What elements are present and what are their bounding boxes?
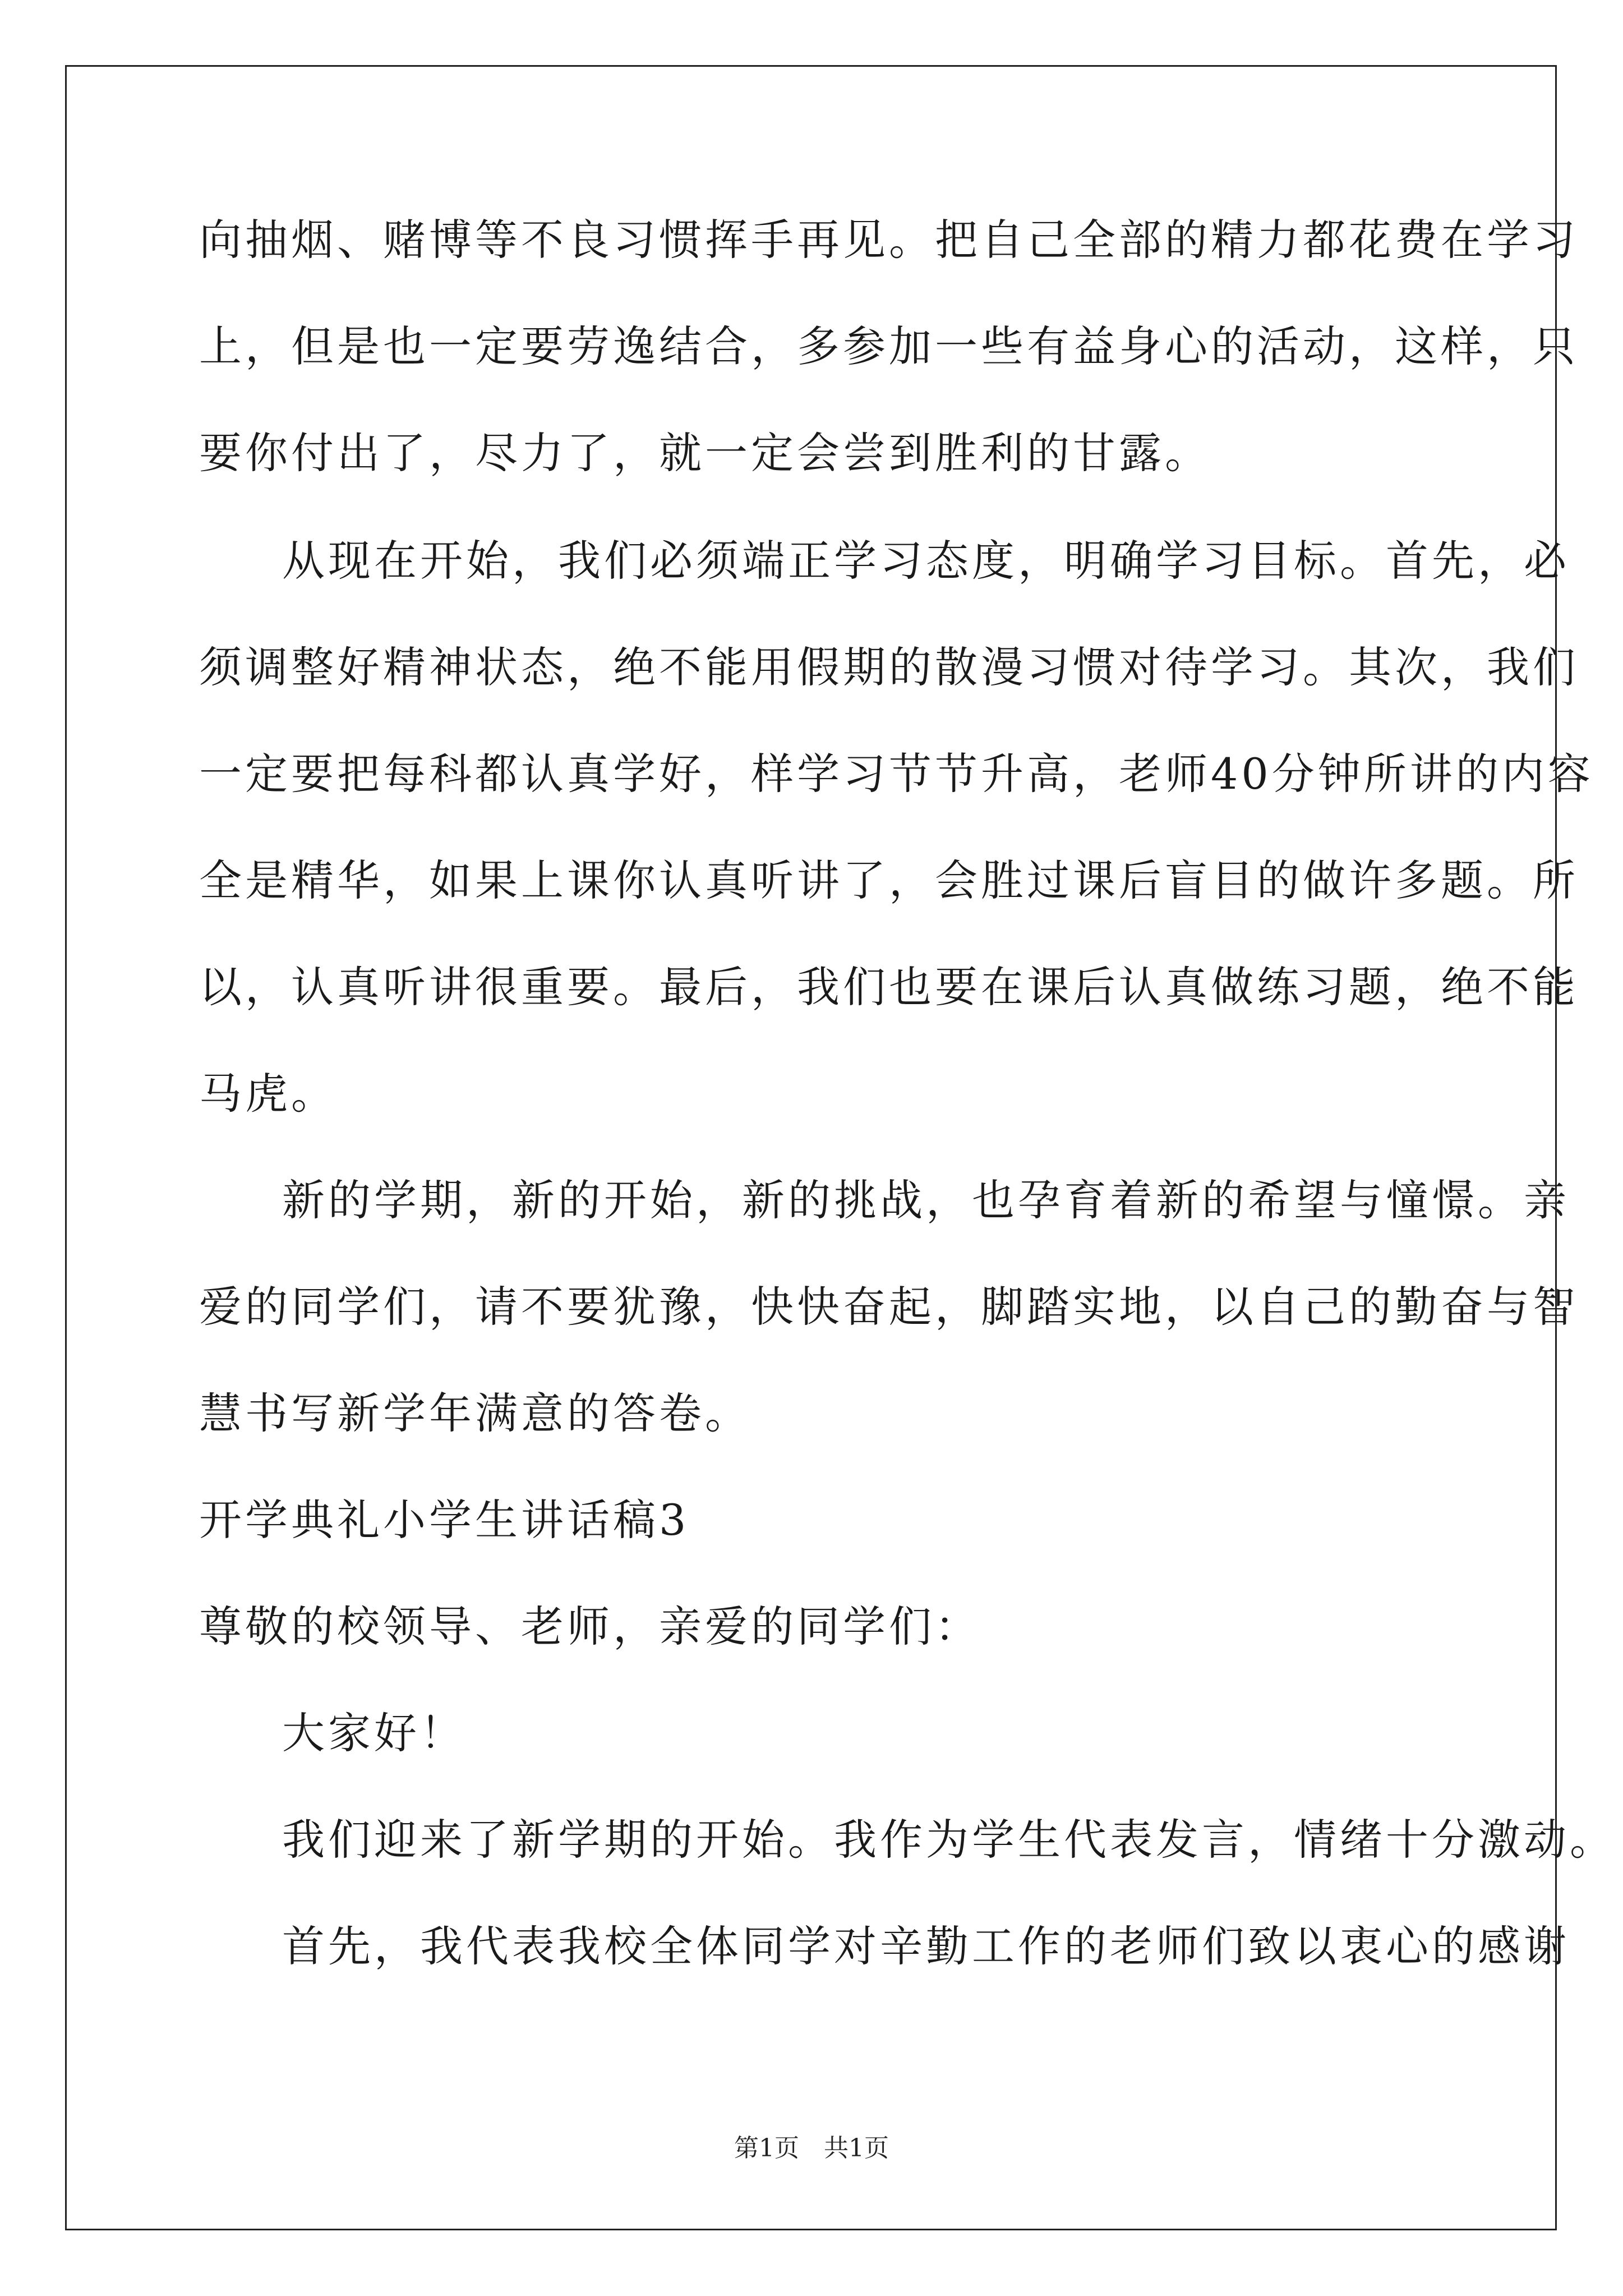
text-line: 新的学期，新的开始，新的挑战，也孕育着新的希望与憧憬。亲: [282, 1175, 1570, 1225]
greeting: 大家好！: [282, 1708, 466, 1758]
section-title: 开学典礼小学生讲话稿3: [199, 1495, 690, 1545]
text-line: 我们迎来了新学期的开始。我作为学生代表发言，情绪十分激动。: [282, 1815, 1616, 1865]
page-border: [65, 65, 1557, 2230]
text-line: 马虎。: [199, 1069, 337, 1119]
text-line: 须调整好精神状态，绝不能用假期的散漫习惯对待学习。其次，我们: [199, 642, 1579, 692]
text-line: 首先，我代表我校全体同学对辛勤工作的老师们致以衷心的感谢: [282, 1921, 1570, 1971]
text-line: 向抽烟、赌博等不良习惯挥手再见。把自己全部的精力都花费在学习: [199, 215, 1579, 265]
page-footer: 第1页 共1页: [734, 2134, 889, 2162]
text-line: 以，认真听讲很重要。最后，我们也要在课后认真做练习题，绝不能: [199, 962, 1579, 1012]
salutation: 尊敬的校领导、老师，亲爱的同学们：: [199, 1602, 981, 1651]
text-line: 一定要把每科都认真学好，样学习节节升高，老师40分钟所讲的内容: [199, 749, 1594, 799]
text-line: 从现在开始，我们必须端正学习态度，明确学习目标。首先，必: [282, 536, 1570, 586]
text-line: 全是精华，如果上课你认真听讲了，会胜过课后盲目的做许多题。所: [199, 855, 1579, 905]
text-line: 爱的同学们，请不要犹豫，快快奋起，脚踏实地，以自己的勤奋与智: [199, 1282, 1579, 1332]
text-line: 要你付出了，尽力了，就一定会尝到胜利的甘露。: [199, 428, 1211, 478]
text-line: 慧书写新学年满意的答卷。: [199, 1388, 751, 1438]
text-line: 上，但是也一定要劳逸结合，多参加一些有益身心的活动，这样，只: [199, 321, 1579, 371]
